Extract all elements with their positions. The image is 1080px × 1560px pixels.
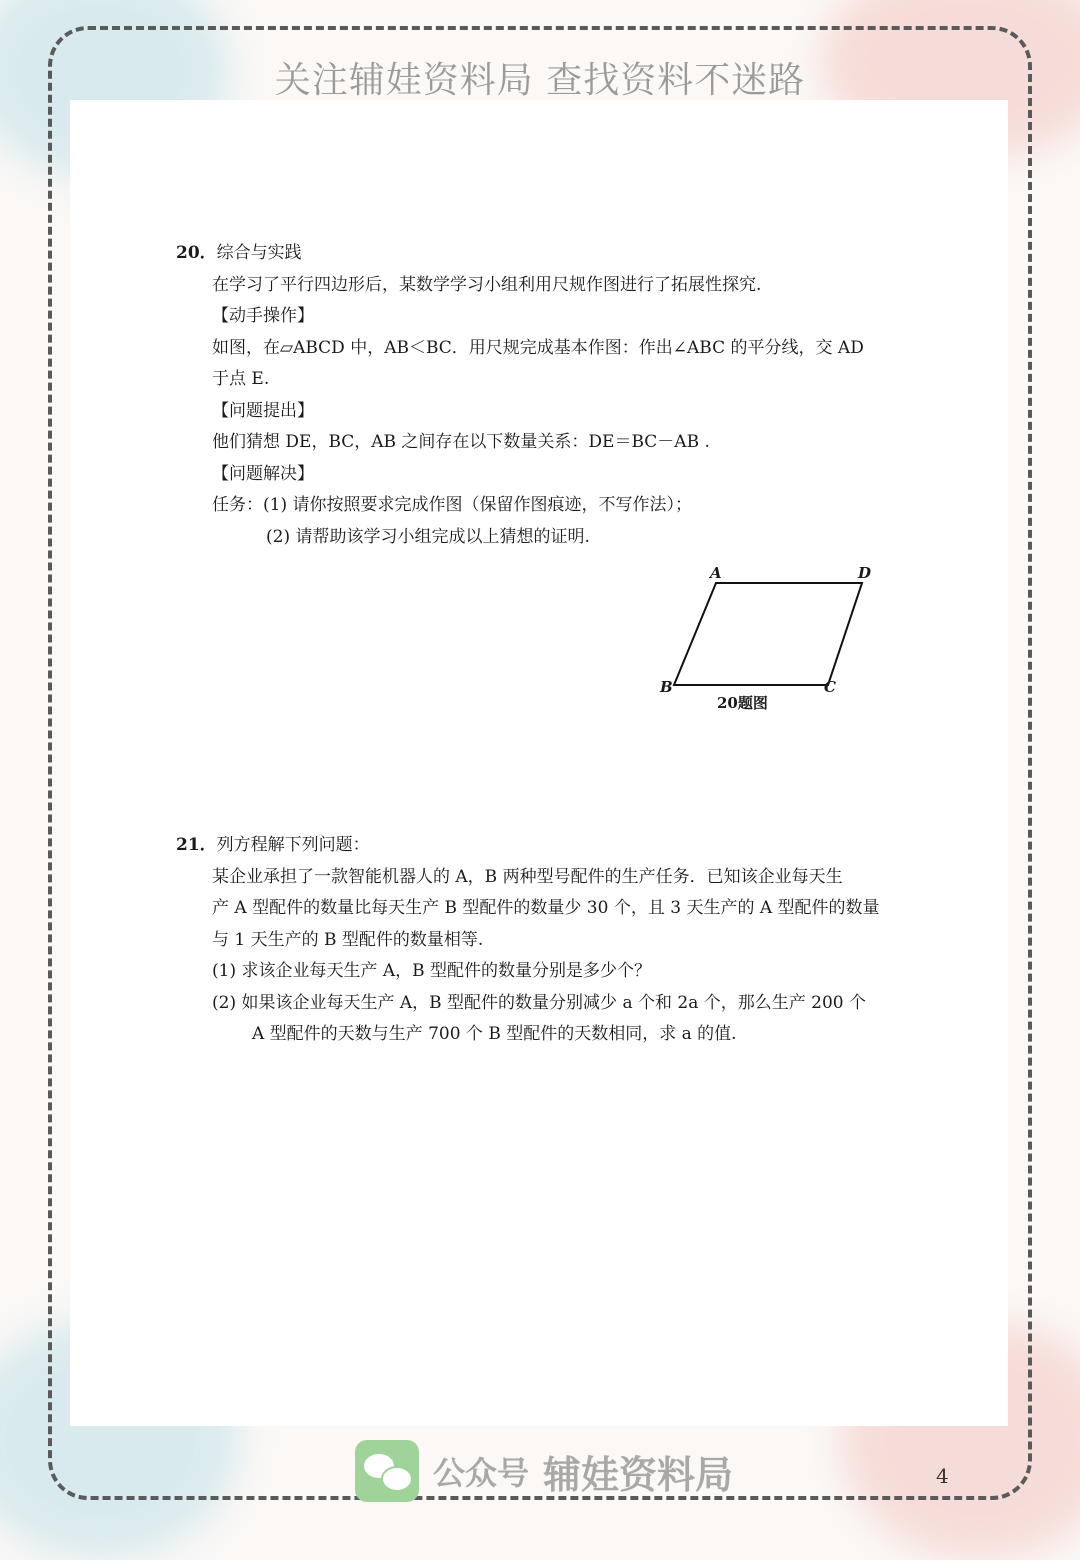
q20-number: 20． xyxy=(176,243,217,263)
page-number: 4 xyxy=(936,1464,949,1488)
q20-task2: (2) 请帮助该学习小组完成以上猜想的证明. xyxy=(266,526,590,547)
q20-operation-line1: 如图，在▱ABCD 中，AB＜BC．用尺规完成基本作图：作出∠ABC 的平分线，交 AD xyxy=(212,337,864,358)
q20-section-operation: 【动手操作】 xyxy=(212,306,314,326)
q21-heading xyxy=(176,830,880,862)
q20-task1: 任务：(1) 请你按照要求完成作图（保留作图痕迹，不写作法）； xyxy=(212,495,692,515)
q21-number: 21． xyxy=(176,835,217,855)
q20-operation-line2: 于点 E. xyxy=(212,369,270,389)
footer-brand-name: 辅娃资料局 xyxy=(543,1452,734,1497)
header-banner: 关注辅娃资料局 查找资料不迷路 xyxy=(274,60,806,101)
q20-section-question: 【问题提出】 xyxy=(212,400,314,421)
vertex-label-b: B xyxy=(660,678,673,696)
footer-brand xyxy=(355,1438,733,1504)
q20-guess: 他们猜想 DE，BC，AB 之间存在以下数量关系：DE＝BC－AB . xyxy=(212,432,710,452)
question-20 xyxy=(176,238,864,553)
vertex-label-a: A xyxy=(710,564,722,582)
q21-line2: 产 A 型配件的数量比每天生产 B 型配件的数量少 30 个，且 3 天生产的 A 型配件的数量 xyxy=(212,898,880,918)
q21-sub2-line1: (2) 如果该企业每天生产 A，B 型配件的数量分别减少 a 个和 2a 个，那么生产 200 个 xyxy=(212,992,867,1013)
wechat-icon xyxy=(355,1440,419,1502)
parallelogram-svg xyxy=(650,562,890,722)
q20-intro: 在学习了平行四边形后，某数学学习小组利用尺规作图进行了拓展性探究. xyxy=(212,274,762,295)
q21-line1: 某企业承担了一款智能机器人的 A，B 两种型号配件的生产任务．已知该企业每天生 xyxy=(212,866,843,887)
footer-prefix: 公众号 xyxy=(433,1454,530,1492)
chat-bubble-small xyxy=(381,1466,413,1492)
question-21 xyxy=(176,830,880,1051)
vertex-label-d: D xyxy=(858,564,872,582)
q21-sub1: (1) 求该企业每天生产 A，B 型配件的数量分别是多少个？ xyxy=(212,961,652,981)
q20-title: 综合与实践 xyxy=(216,243,302,263)
q21-line3: 与 1 天生产的 B 型配件的数量相等. xyxy=(212,929,484,950)
q20-section-solve: 【问题解决】 xyxy=(212,463,314,484)
figure-caption: 20题图 xyxy=(717,694,768,712)
q21-title: 列方程解下列问题： xyxy=(216,835,370,855)
q20-heading xyxy=(176,238,864,270)
vertex-label-c: C xyxy=(824,678,836,696)
q21-sub2-line2: A 型配件的天数与生产 700 个 B 型配件的天数相同，求 a 的值. xyxy=(252,1024,737,1044)
parallelogram-abcd xyxy=(674,583,862,685)
parallelogram-figure xyxy=(650,562,890,722)
